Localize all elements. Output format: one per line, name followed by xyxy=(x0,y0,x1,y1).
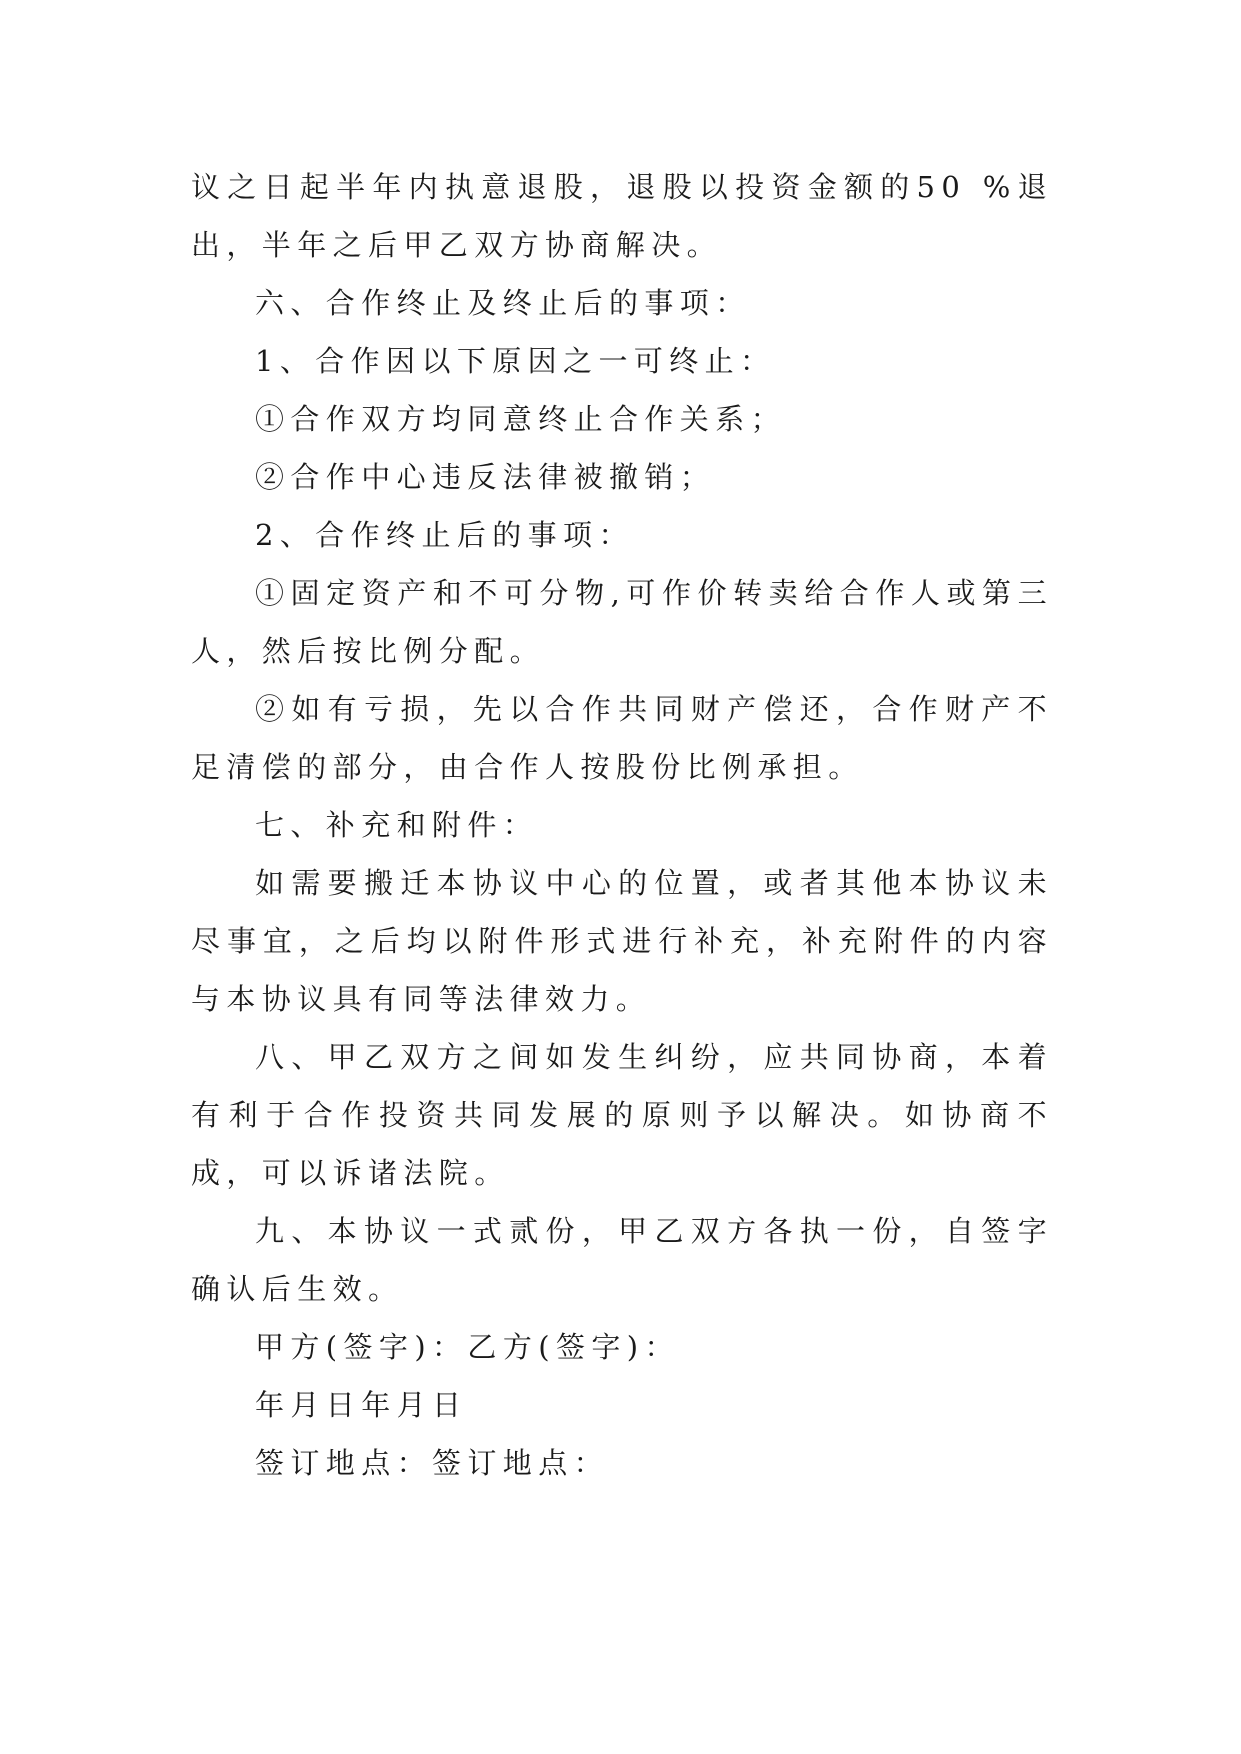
section-heading-supplements: 七、补充和附件： xyxy=(255,808,539,842)
clause-item-illegal-revocation: ②合作中心违反法律被撤销； xyxy=(255,460,716,494)
clause-post-termination: 2、合作终止后的事项： xyxy=(255,518,634,552)
section-heading-termination: 六、合作终止及终止后的事项： xyxy=(255,286,751,320)
date-line: 年月日年月日 xyxy=(255,1388,468,1422)
clause-item-mutual-agreement: ①合作双方均同意终止合作关系； xyxy=(255,402,787,436)
section-disputes: 八、甲乙双方之间如发生纠纷，应共同协商，本着有利于合作投资共同发展的原则予以解决。如协商不成，可以诉诸法院。 xyxy=(191,1040,1053,1190)
clause-item-losses: ②如有亏损，先以合作共同财产偿还，合作财产不足清偿的部分，由合作人按股份比例承担。 xyxy=(191,692,1053,784)
clause-item-fixed-assets: ①固定资产和不可分物,可作价转卖给合作人或第三人，然后按比例分配。 xyxy=(191,576,1053,668)
signature-line: 甲方(签字)：乙方(签字)： xyxy=(255,1330,680,1364)
signing-location-line: 签订地点：签订地点： xyxy=(255,1446,610,1480)
paragraph-continued-withdrawal: 议之日起半年内执意退股，退股以投资金额的50 %退出，半年之后甲乙双方协商解决。 xyxy=(191,170,1053,262)
section-copies-effectiveness: 九、本协议一式贰份，甲乙双方各执一份，自签字确认后生效。 xyxy=(191,1214,1053,1306)
clause-termination-causes: 1、合作因以下原因之一可终止： xyxy=(255,344,776,378)
clause-supplements: 如需要搬迁本协议中心的位置，或者其他本协议未尽事宜，之后均以附件形式进行补充，补充附件的内容与本协议具有同等法律效力。 xyxy=(191,866,1053,1016)
document-body xyxy=(191,158,1053,1492)
